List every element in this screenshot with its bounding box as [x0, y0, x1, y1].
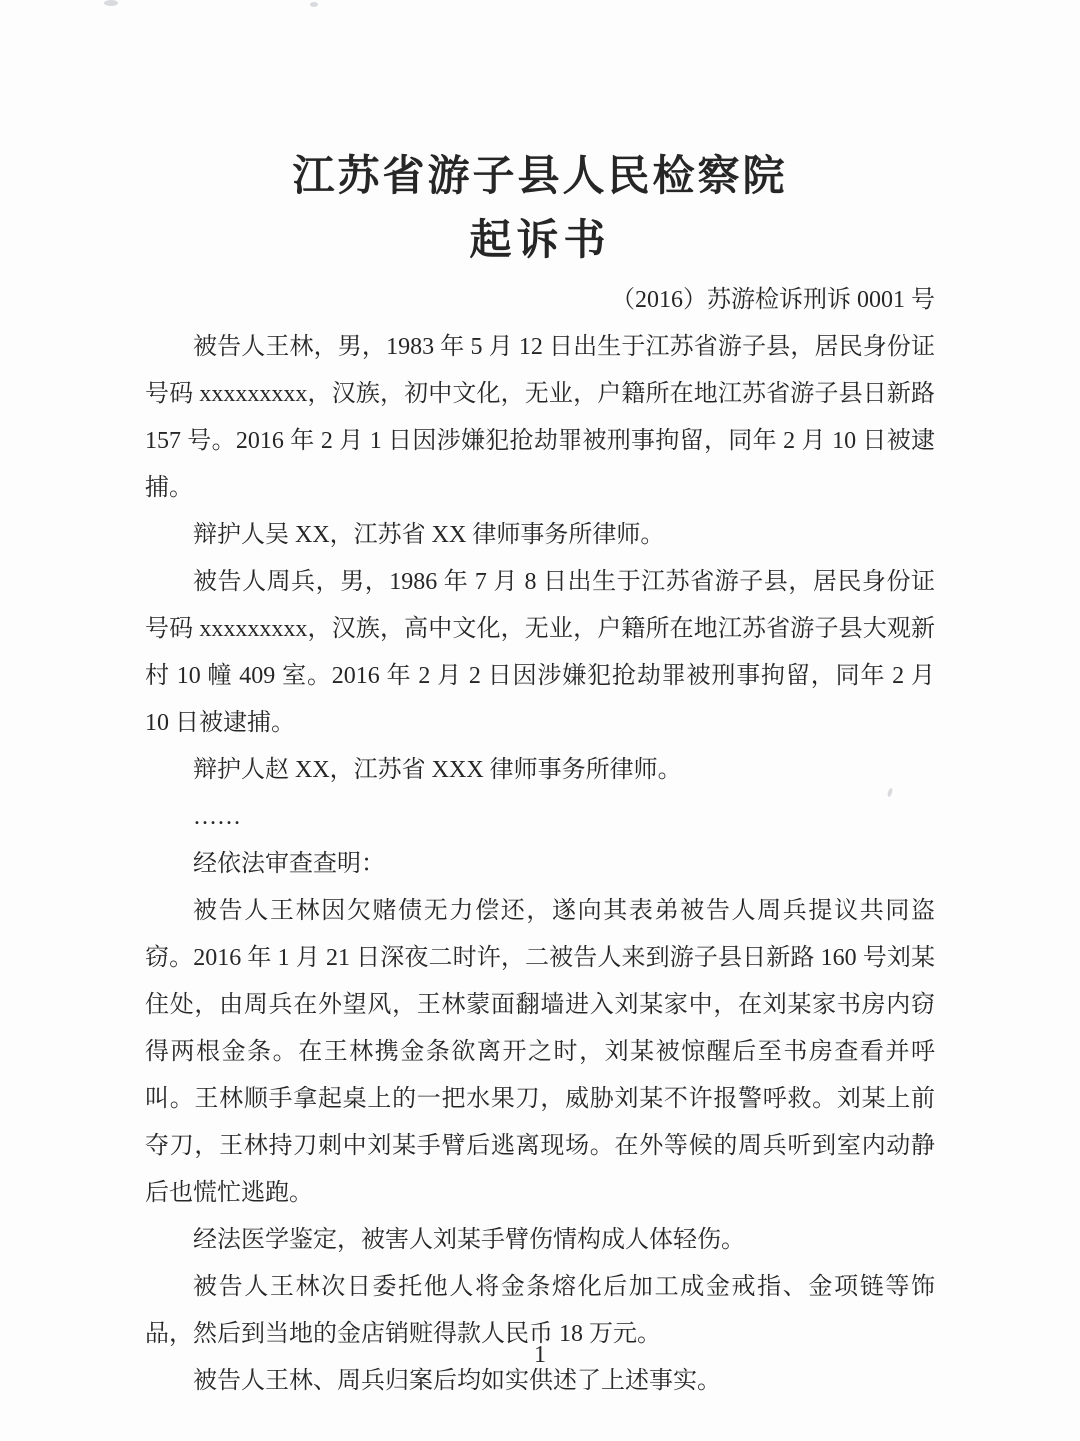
document-title: 江苏省游子县人民检察院	[292, 154, 788, 200]
paragraph-facts: 被告人王林因欠赌债无力偿还，遂向其表弟被告人周兵提议共同盗窃。2016 年 1 月 21 日深夜二时许，二被告人来到游子县日新路 160 号刘某住处，由周兵在外望风，王林蒙面翻墙进入刘某家中，在刘某家书房内窃得两根金条。在王林携金条欲离开之时，刘某被惊醒后至书房查看并呼叫。王林顺手拿起桌上的一把水果刀，威胁刘某不许报警呼救。刘某上前夺刀，王林持刀刺中刘某手臂后逃离现场。在外等候的周兵听到室内动静后也慌忙逃跑。	[145, 898, 935, 1206]
case-number: （2016）苏游检诉刑诉 0001 号	[611, 287, 935, 313]
document-subtitle: 起诉书	[469, 218, 611, 264]
paragraph-defendant-wanglin: 被告人王林，男，1983 年 5 月 12 日出生于江苏省游子县，居民身份证号码 xxxxxxxxx，汉族，初中文化，无业，户籍所在地江苏省游子县日新路 157 号。2016 年 2 月 1 日因涉嫌犯抢劫罪被刑事拘留，同年 2 月 10 日被逮捕。	[145, 334, 935, 501]
scan-artifact	[104, 0, 118, 6]
paragraph-forensic: 经法医学鉴定，被害人刘某手臂伤情构成人体轻伤。	[193, 1227, 745, 1253]
document-body	[145, 324, 935, 1405]
paragraph-confession: 被告人王林、周兵归案后均如实供述了上述事实。	[193, 1368, 721, 1394]
page-number: 1	[534, 1342, 546, 1368]
paragraph-defender-wu: 辩护人吴 XX，江苏省 XX 律师事务所律师。	[193, 522, 665, 548]
paragraph-findings-heading: 经依法审查查明：	[193, 851, 385, 877]
paragraph-disposal: 被告人王林次日委托他人将金条熔化后加工成金戒指、金项链等饰品，然后到当地的金店销赃得款人民币 18 万元。	[145, 1274, 935, 1347]
scan-artifact	[310, 2, 318, 7]
paragraph-defendant-zhoubing: 被告人周兵，男，1986 年 7 月 8 日出生于江苏省游子县，居民身份证号码 xxxxxxxxx，汉族，高中文化，无业，户籍所在地江苏省游子县大观新村 10 幢 409 室。2016 年 2 月 2 日因涉嫌犯抢劫罪被刑事拘留，同年 2 月 10 日被逮捕。	[145, 569, 935, 736]
paragraph-defender-zhao: 辩护人赵 XX，江苏省 XXX 律师事务所律师。	[193, 757, 682, 783]
paragraph-ellipsis: ……	[193, 804, 241, 830]
